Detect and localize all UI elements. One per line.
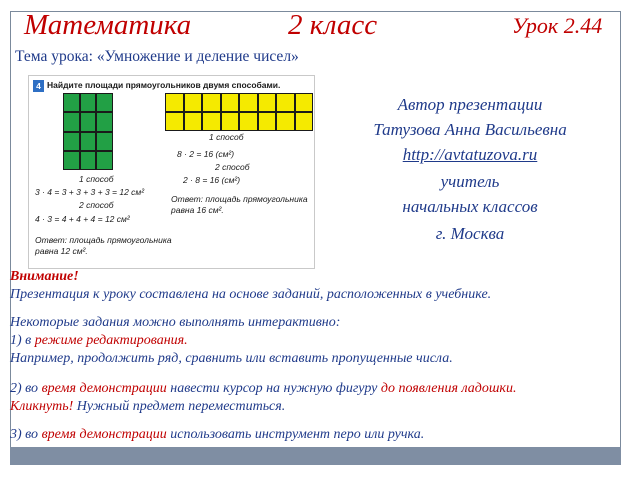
left-answer-line2: равна 12 см². <box>35 246 88 256</box>
author-role-1: учитель <box>440 172 500 191</box>
note-line-6-rest: Нужный предмет переместиться. <box>73 399 286 414</box>
note-line-6-highlight: Кликнуть! <box>10 399 74 414</box>
subject-title: Математика <box>24 9 192 41</box>
lesson-number: Урок 2.44 <box>512 13 603 38</box>
right-method2-label: 2 способ <box>215 162 250 172</box>
attention-heading: Внимание! <box>10 269 79 284</box>
right-line1: 8 · 2 = 16 (см²) <box>177 149 235 159</box>
author-role-2: начальных классов <box>402 197 538 216</box>
left-line2: 4 · 3 = 4 + 4 + 4 = 12 см² <box>35 214 130 224</box>
right-line2: 2 · 8 = 16 (см²) <box>183 175 241 185</box>
author-link-row <box>340 143 600 167</box>
note-line-2: Некоторые задания можно выполнять интерактивно: <box>10 315 341 330</box>
note-line-7-rest: использовать инструмент перо или ручка. <box>166 427 425 442</box>
note-line-5-highlight-1: время демонстрации <box>41 381 167 396</box>
note-line-7 <box>10 426 424 444</box>
task-instruction: Найдите площади прямоугольников двумя способами. <box>47 80 281 90</box>
note-line-4: Например, продолжить ряд, сравнить или вставить пропущенные числа. <box>10 351 453 366</box>
right-method1-label: 1 способ <box>209 132 244 142</box>
author-name: Татузова Анна Васильевна <box>373 120 567 139</box>
author-label: Автор презентации <box>397 95 543 114</box>
note-line-3-prefix: 1) в <box>10 333 35 348</box>
left-method1-label: 1 способ <box>79 174 114 184</box>
note-line-5-middle: навести курсор на нужную фигуру <box>166 381 381 396</box>
note-line-5-prefix: 2) во <box>10 381 42 396</box>
note-line-5 <box>10 380 516 398</box>
note-line-6 <box>10 398 285 416</box>
left-method2-label: 2 способ <box>79 200 114 210</box>
yellow-rectangle[interactable] <box>165 93 313 131</box>
note-line-3-highlight: режиме редактирования. <box>34 333 188 348</box>
author-city: г. Москва <box>435 224 505 243</box>
note-line-7-prefix: 3) во <box>10 427 42 442</box>
slide-bottom-bar <box>10 447 621 465</box>
right-answer-line1: Ответ: площадь прямоугольника <box>171 194 308 204</box>
left-answer-line1: Ответ: площадь прямоугольника <box>35 235 172 245</box>
note-line-3 <box>10 332 188 350</box>
task-number: 4 <box>33 80 44 92</box>
note-line-7-highlight: время демонстрации <box>41 427 167 442</box>
left-line1: 3 · 4 = 3 + 3 + 3 + 3 = 12 см² <box>35 187 145 197</box>
note-line-5-highlight-2: до появления ладошки. <box>380 381 517 396</box>
note-line-1: Презентация к уроку составлена на основе заданий, расположенных в учебнике. <box>10 287 492 302</box>
lesson-topic: Тема урока: «Умножение и деление чисел» <box>15 48 299 65</box>
author-website-link[interactable]: http://avtatuzova.ru <box>402 145 538 164</box>
green-rectangle[interactable] <box>63 93 113 170</box>
right-answer-line2: равна 16 см². <box>171 205 224 215</box>
grade-title: 2 класс <box>288 9 378 41</box>
task-image <box>28 75 315 269</box>
